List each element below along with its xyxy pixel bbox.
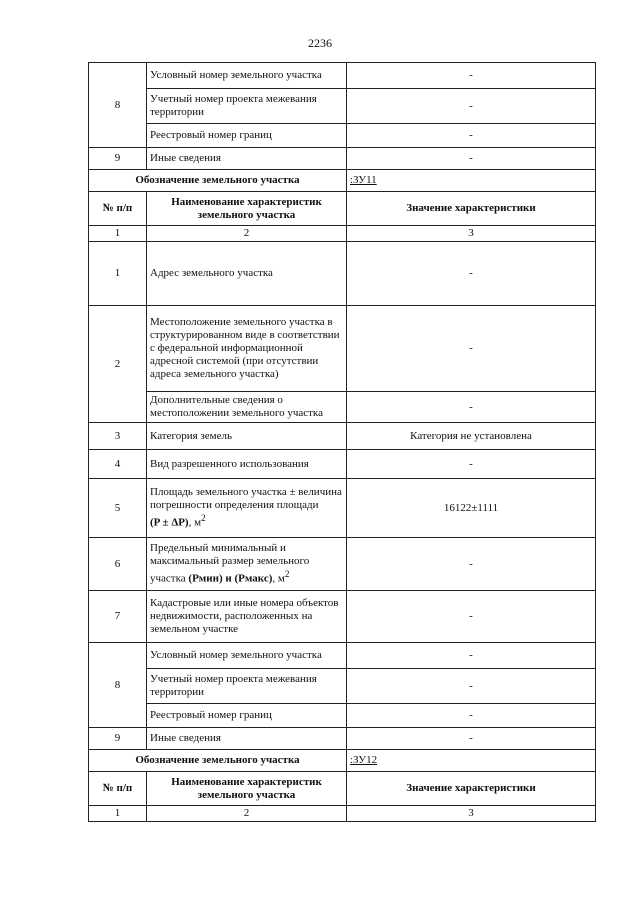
characteristic-name: Кадастровые или иные номера объектов недвижимости, расположенных на земельном участке xyxy=(147,591,347,643)
characteristic-name: Учетный номер проекта межевания территории xyxy=(147,669,347,704)
characteristic-name xyxy=(147,538,347,591)
row-number: 5 xyxy=(89,479,147,538)
table-row xyxy=(89,728,596,750)
row-number: 3 xyxy=(89,423,147,450)
table-row xyxy=(89,423,596,450)
characteristic-name xyxy=(147,479,347,538)
row-number: 1 xyxy=(89,242,147,306)
table-row xyxy=(89,669,596,704)
column-number-row xyxy=(89,806,596,822)
column-number: 1 xyxy=(89,806,147,822)
row-number: 6 xyxy=(89,538,147,591)
characteristic-value: - xyxy=(347,704,596,728)
characteristic-value: - xyxy=(347,124,596,148)
designation-value: :ЗУ11 xyxy=(347,170,596,192)
row-number: 8 xyxy=(89,63,147,148)
characteristic-name: Условный номер земельного участка xyxy=(147,63,347,89)
characteristic-name: Дополнительные сведения о местоположении земельного участка xyxy=(147,392,347,423)
characteristic-value: - xyxy=(347,89,596,124)
characteristic-value: - xyxy=(347,392,596,423)
row-number: 9 xyxy=(89,148,147,170)
table-row xyxy=(89,242,596,306)
row-number: 8 xyxy=(89,643,147,728)
column-number: 3 xyxy=(347,226,596,242)
characteristic-name: Вид разрешенного использования xyxy=(147,450,347,479)
column-number: 3 xyxy=(347,806,596,822)
characteristic-value: - xyxy=(347,148,596,170)
column-number: 1 xyxy=(89,226,147,242)
characteristic-name: Иные сведения xyxy=(147,148,347,170)
designation-label: Обозначение земельного участка xyxy=(89,170,347,192)
characteristic-value: - xyxy=(347,63,596,89)
table-row xyxy=(89,643,596,669)
unit-label: , м xyxy=(272,572,285,585)
designation-value: :ЗУ12 xyxy=(347,750,596,772)
table-row xyxy=(89,450,596,479)
table-row xyxy=(89,89,596,124)
row-number: 9 xyxy=(89,728,147,750)
characteristic-name: Реестровый номер границ xyxy=(147,704,347,728)
header-row xyxy=(89,772,596,806)
table-row xyxy=(89,63,596,89)
characteristic-value: - xyxy=(347,643,596,669)
table-row xyxy=(89,538,596,591)
characteristic-value: - xyxy=(347,242,596,306)
characteristic-value: - xyxy=(347,450,596,479)
column-number: 2 xyxy=(147,226,347,242)
characteristic-name: Иные сведения xyxy=(147,728,347,750)
table-row xyxy=(89,704,596,728)
header-name: Наименование характеристик земельного участка xyxy=(147,772,347,806)
characteristic-value: - xyxy=(347,591,596,643)
area-formula: (P ± ΔP) xyxy=(150,516,189,529)
table-row xyxy=(89,479,596,538)
characteristic-value: - xyxy=(347,669,596,704)
characteristic-name: Условный номер земельного участка xyxy=(147,643,347,669)
minmax-text: Предельный минимальный и максимальный размер земельного участка xyxy=(150,542,310,585)
designation-row xyxy=(89,170,596,192)
unit-label: , м xyxy=(188,516,202,529)
header-row xyxy=(89,192,596,226)
characteristic-name: Учетный номер проекта межевания территории xyxy=(147,89,347,124)
characteristic-name: Реестровый номер границ xyxy=(147,124,347,148)
header-value: Значение характеристики xyxy=(347,192,596,226)
unit-superscript: 2 xyxy=(284,569,290,580)
characteristic-name: Категория земель xyxy=(147,423,347,450)
designation-row xyxy=(89,750,596,772)
header-number: № п/п xyxy=(89,192,147,226)
row-number: 4 xyxy=(89,450,147,479)
row-number: 7 xyxy=(89,591,147,643)
header-value: Значение характеристики xyxy=(347,772,596,806)
characteristic-value: - xyxy=(347,538,596,591)
land-plot-table xyxy=(88,62,596,822)
header-name: Наименование характеристик земельного участка xyxy=(147,192,347,226)
characteristic-value: - xyxy=(347,728,596,750)
minmax-formula: (Pмин) и (Pмакс) xyxy=(188,572,273,585)
table-row xyxy=(89,392,596,423)
column-number-row xyxy=(89,226,596,242)
characteristic-name: Адрес земельного участка xyxy=(147,242,347,306)
column-number: 2 xyxy=(147,806,347,822)
page-number: 2236 xyxy=(308,36,332,50)
table-row xyxy=(89,306,596,392)
table-row xyxy=(89,591,596,643)
characteristic-value: 16122±1111 xyxy=(347,479,596,538)
table-row xyxy=(89,148,596,170)
characteristic-value: Категория не установлена xyxy=(347,423,596,450)
area-text: Площадь земельного участка ± величина погрешности определения площади xyxy=(150,486,342,512)
header-number: № п/п xyxy=(89,772,147,806)
designation-label: Обозначение земельного участка xyxy=(89,750,347,772)
table-row xyxy=(89,124,596,148)
characteristic-value: - xyxy=(347,306,596,392)
characteristic-name: Местоположение земельного участка в структурированном виде в соответствии с федеральной информационной адресной системой (при отсутствии адреса земельного участка) xyxy=(147,306,347,392)
row-number: 2 xyxy=(89,306,147,423)
unit-superscript: 2 xyxy=(201,513,206,524)
